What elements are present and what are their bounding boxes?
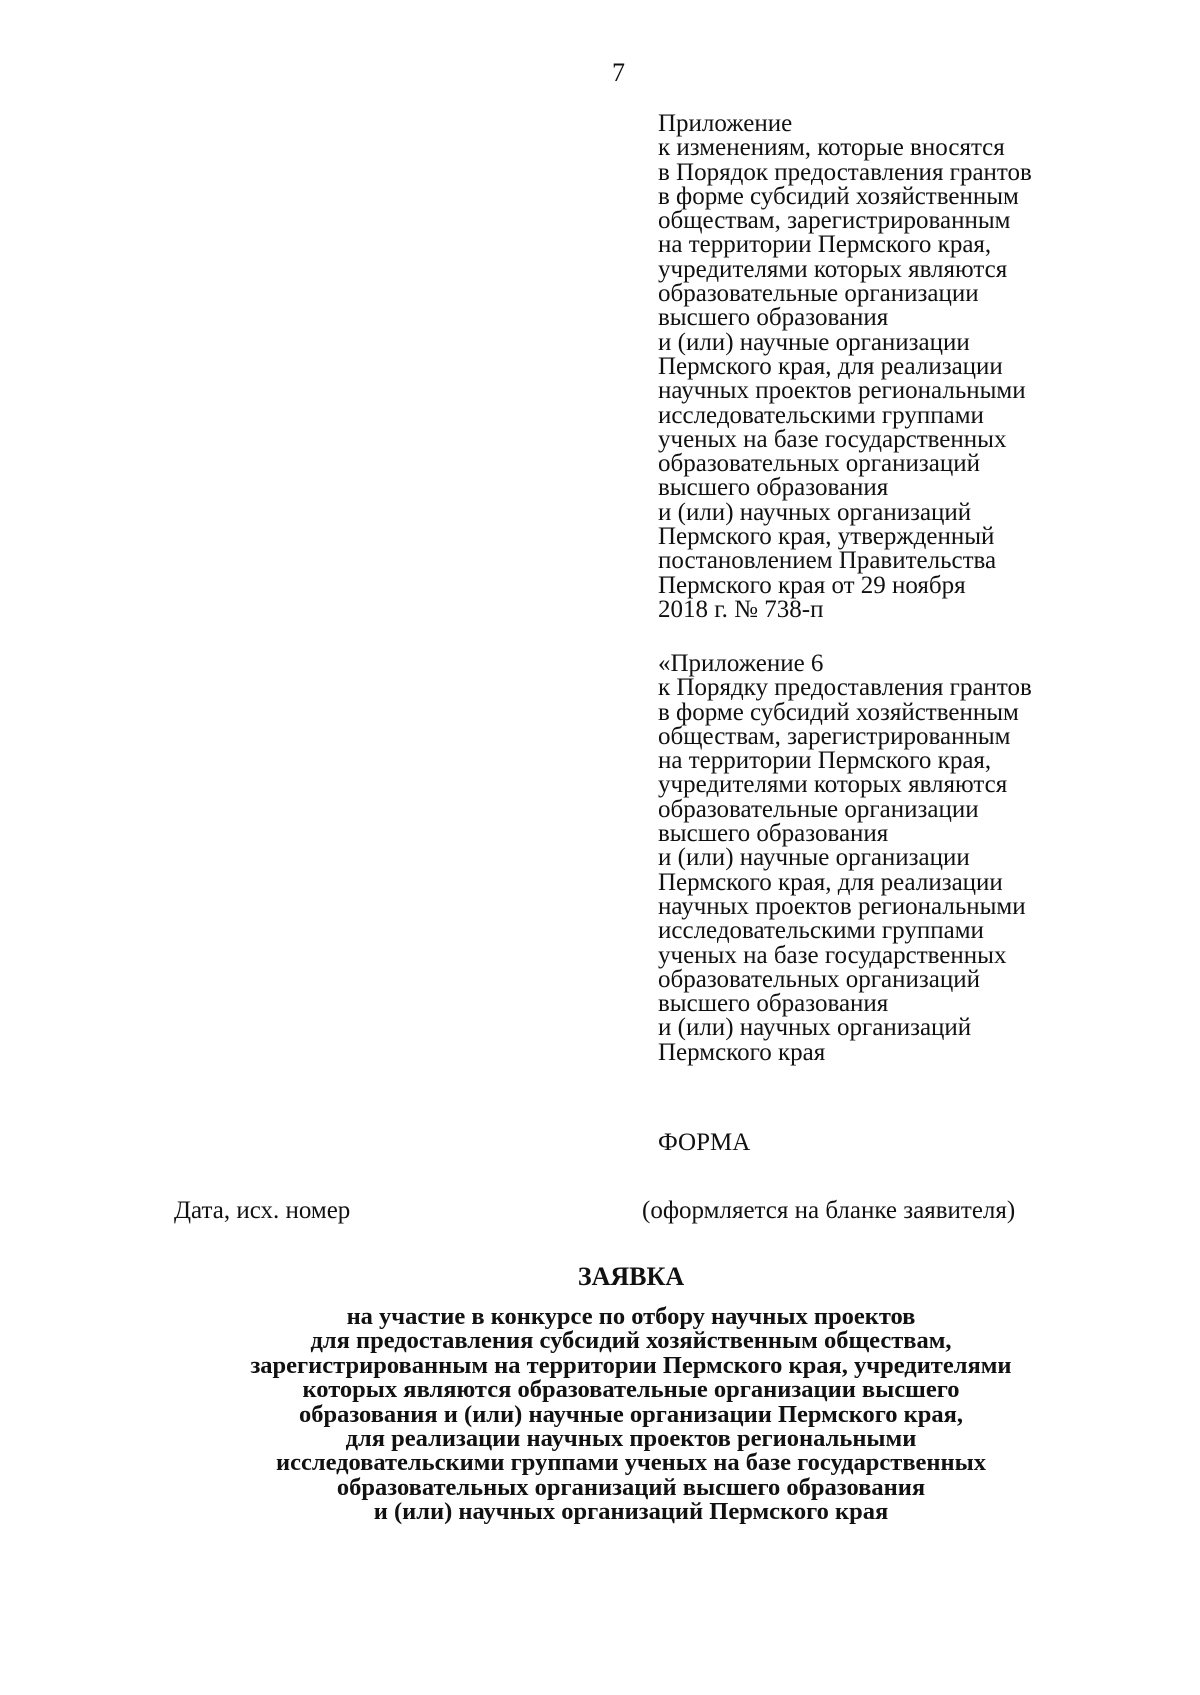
- appendix-line: образовательных организаций: [658, 450, 981, 478]
- subtitle-line: на участие в конкурсе по отбору научных проектов: [346, 1303, 916, 1330]
- appendix-line: постановлением Правительства: [658, 547, 997, 575]
- appendix-line: высшего образования: [658, 474, 889, 502]
- subtitle-line: для реализации научных проектов региональными: [345, 1425, 917, 1453]
- appendix-line: и (или) научные организации: [658, 328, 970, 356]
- appendix6-line: Пермского края: [658, 1038, 826, 1066]
- appendix6-line: исследовательскими группами: [658, 917, 984, 945]
- subtitle-line: и (или) научных организаций Пермского края: [373, 1498, 889, 1526]
- subtitle-line: которых являются образовательные организации высшего: [302, 1376, 960, 1404]
- subtitle-line: образования и (или) научные организации Пермского края,: [298, 1400, 963, 1428]
- appendix-line: Пермского края, для реализации: [658, 352, 1003, 380]
- appendix6-line: на территории Пермского края,: [658, 747, 992, 775]
- subtitle-line: для предоставления субсидий хозяйственным обществам,: [310, 1327, 952, 1355]
- date-number-label: Дата, исх. номер: [174, 1197, 351, 1224]
- appendix6-line: ученых на базе государственных: [658, 941, 1007, 969]
- subtitle-line: исследовательскими группами ученых на базе государственных: [275, 1449, 987, 1477]
- appendix-line: в Порядок предоставления грантов: [658, 158, 1032, 186]
- appendix6-line: и (или) научных организаций: [658, 1014, 972, 1042]
- appendix6-line: в форме субсидий хозяйственным: [658, 698, 1019, 726]
- appendix6-line: Пермского края, для реализации: [658, 868, 1003, 896]
- appendix6-line: и (или) научные организации: [658, 844, 970, 872]
- appendix6-line: «Приложение 6: [658, 650, 824, 677]
- appendix-heading-block: [658, 112, 1128, 622]
- appendix-line: в форме субсидий хозяйственным: [658, 182, 1019, 210]
- appendix-line: 2018 г. № 738-п: [658, 595, 824, 623]
- appendix-line: ученых на базе государственных: [658, 425, 1007, 453]
- application-subtitle: [0, 1305, 1200, 1525]
- page-number: 7: [612, 58, 625, 87]
- appendix6-line: образовательные организации: [658, 795, 979, 823]
- appendix-line: высшего образования: [658, 304, 889, 332]
- appendix-line: образовательные организации: [658, 280, 979, 308]
- application-title: ЗАЯВКА: [577, 1262, 685, 1291]
- appendix-line: исследовательскими группами: [658, 401, 984, 429]
- subtitle-line: образовательных организаций высшего образования: [336, 1473, 926, 1501]
- form-label: ФОРМА: [658, 1129, 751, 1156]
- appendix6-line: учредителями которых являются: [658, 771, 1008, 799]
- appendix6-line: высшего образования: [658, 990, 889, 1018]
- appendix-line: Пермского края от 29 ноября: [658, 571, 966, 599]
- appendix-line: Приложение: [658, 110, 793, 137]
- appendix6-heading-block: [658, 652, 1128, 1065]
- appendix6-line: научных проектов региональными: [658, 892, 1026, 920]
- appendix-line: к изменениям, которые вносятся: [658, 134, 1005, 162]
- appendix6-line: к Порядку предоставления грантов: [658, 674, 1032, 702]
- appendix-line: учредителями которых являются: [658, 255, 1008, 283]
- appendix-line: Пермского края, утвержденный: [658, 523, 995, 551]
- subtitle-line: зарегистрированным на территории Пермского края, учредителями: [250, 1351, 1012, 1379]
- appendix6-line: образовательных организаций: [658, 965, 981, 993]
- appendix6-line: высшего образования: [658, 820, 889, 848]
- appendix-line: на территории Пермского края,: [658, 231, 992, 259]
- appendix-line: обществам, зарегистрированным: [658, 207, 1011, 235]
- appendix-line: и (или) научных организаций: [658, 498, 972, 526]
- appendix6-line: обществам, зарегистрированным: [658, 722, 1011, 750]
- appendix-line: научных проектов региональными: [658, 377, 1026, 405]
- letterhead-note: (оформляется на бланке заявителя): [642, 1197, 1016, 1224]
